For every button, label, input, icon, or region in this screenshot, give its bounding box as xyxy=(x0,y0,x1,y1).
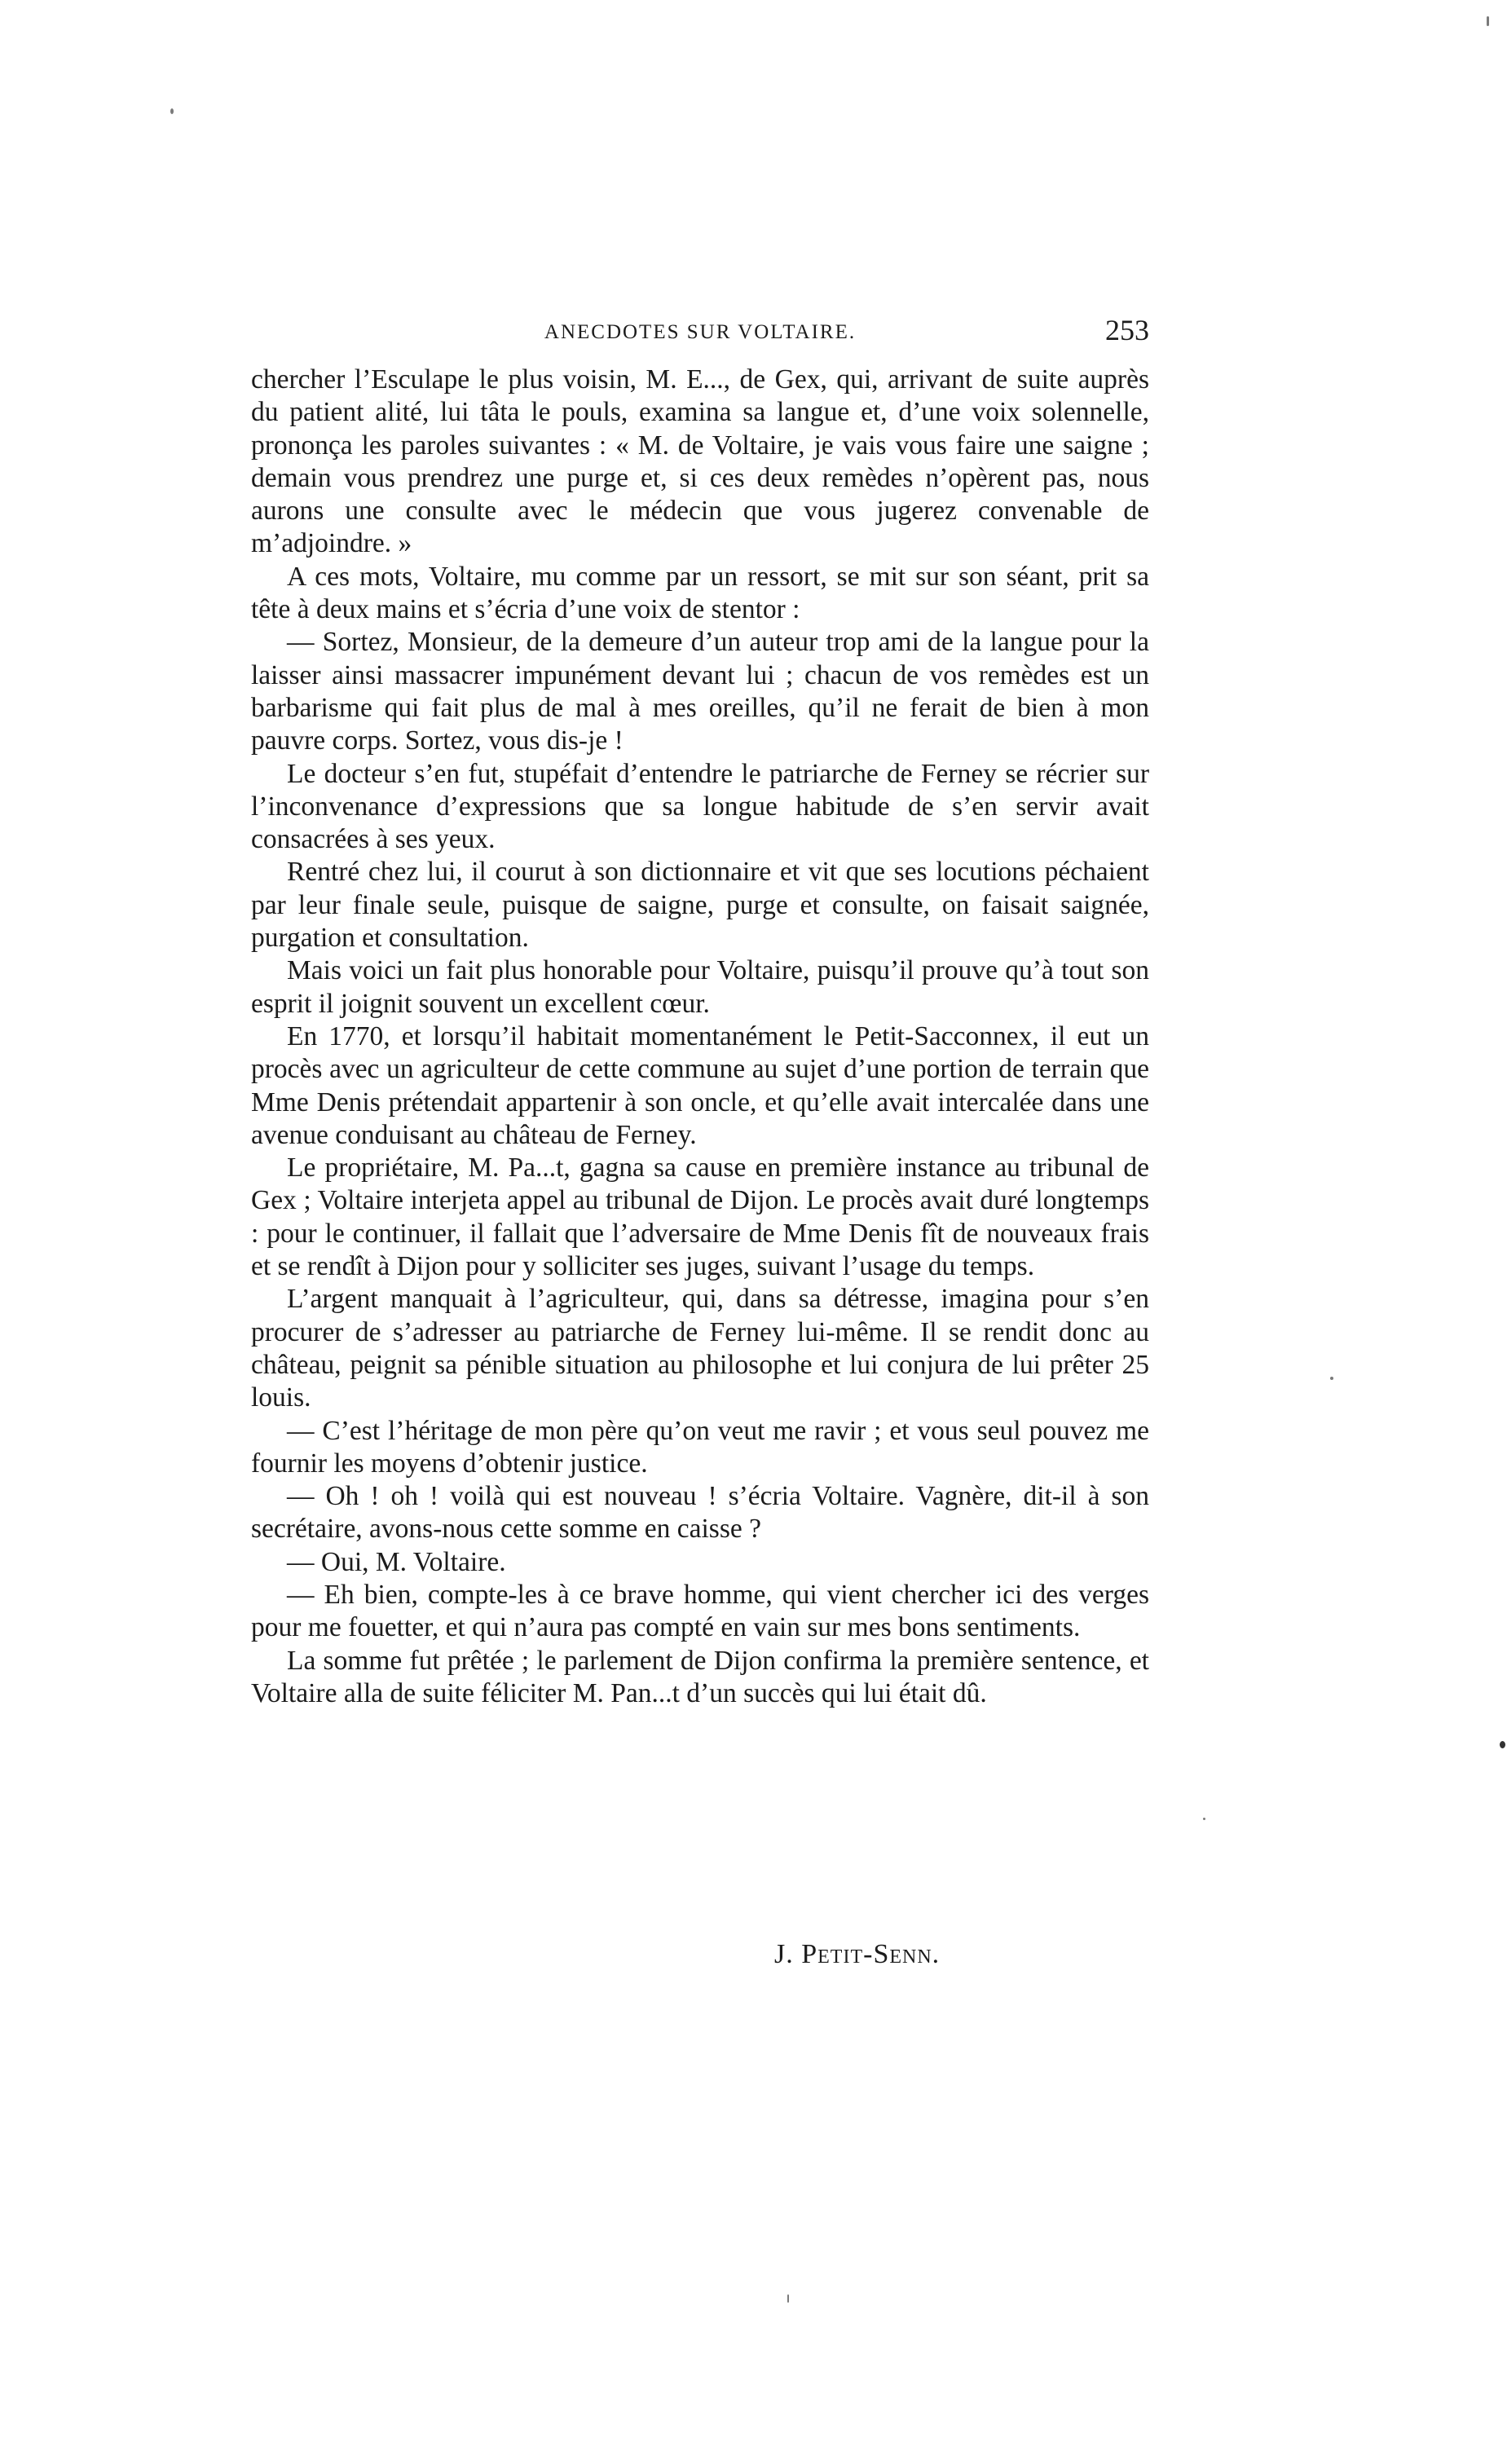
scan-speck xyxy=(1330,1377,1333,1380)
paragraph: — Sortez, Monsieur, de la demeure d’un auteur trop ami de la langue pour la laisser ainsi massacrer impunément devant lui ; chacun de vos remèdes est un barbarisme qui fait plus de mal à mes oreilles, qu’il ne ferait de bien à mon pauvre corps. Sortez, vous dis-je ! xyxy=(251,627,1149,756)
paragraph: Le docteur s’en fut, stupéfait d’entendre le patriarche de Ferney se récrier sur l’inconvenance d’expressions que sa longue habitude de s’en servir avait consacrées à ses yeux. xyxy=(251,758,1149,855)
paragraph: Mais voici un fait plus honorable pour Voltaire, puisqu’il prouve qu’à tout son esprit il joignit souvent un excellent cœur. xyxy=(251,955,1149,1019)
paragraph: La somme fut prêtée ; le parlement de Dijon confirma la première sentence, et Voltaire alla de suite féliciter M. Pan...t d’un succès qui lui était dû. xyxy=(251,1645,1149,1708)
scan-speck xyxy=(787,2294,789,2303)
author-signature xyxy=(774,1939,940,1970)
paragraph: A ces mots, Voltaire, mu comme par un ressort, se mit sur son séant, prit sa tête à deux mains et s’écria d’une voix de stentor : xyxy=(251,561,1149,625)
running-head xyxy=(251,313,1149,354)
scan-speck xyxy=(170,108,174,114)
dialogue-line: — Oui, M. Voltaire. xyxy=(287,1546,506,1577)
paragraph-continuation: chercher l’Esculape le plus voisin, M. E..., de Gex, qui, arrivant de suite auprès du patient alité, lui tâta le pouls, examina sa langue et, d’une voix solennelle, prononça les paroles suivantes : « M. de Voltaire, je vais vous faire une saigne ; demain vous prendrez une purge et, si ces deux remèdes n’opèrent pas, nous aurons une consulte avec le médecin que vous jugerez convenable de m’adjoindre. » xyxy=(251,364,1149,559)
dialogue-line: — Oh ! oh ! voilà qui est nouveau ! s’écria Voltaire. Vagnère, dit-il à son secrétaire, avons-nous cette somme en caisse ? xyxy=(251,1481,1149,1545)
signature-name: Petit-Senn. xyxy=(801,1939,941,1969)
dialogue-line: — Eh bien, compte-les à ce brave homme, qui vient chercher ici des verges pour me fouetter, et qui n’aura pas compté en vain sur mes bons sentiments. xyxy=(251,1579,1149,1643)
paragraph: Rentré chez lui, il courut à son dictionnaire et vit que ses locutions péchaient par leur finale seule, puisque de saigne, purge et consulte, on faisait saignée, purgation et consultation. xyxy=(251,857,1149,954)
page-number: 253 xyxy=(1105,314,1149,346)
dialogue-line: — C’est l’héritage de mon père qu’on veut me ravir ; et vous seul pouvez me fournir les moyens d’obtenir justice. xyxy=(251,1415,1149,1479)
paragraph: En 1770, et lorsqu’il habitait momentanément le Petit-Sacconnex, il eut un procès avec un agriculteur de cette commune au sujet d’une portion de terrain que Mme Denis prétendait appartenir à son oncle, et qu’elle avait intercalée dans une avenue conduisant au château de Ferney. xyxy=(251,1020,1149,1150)
paragraph: Le propriétaire, M. Pa...t, gagna sa cause en première instance au tribunal de Gex ; Voltaire interjeta appel au tribunal de Dijon. Le procès avait duré longtemps : pour le continuer, il fallait que l’adversaire de Mme Denis fît de nouveaux frais et se rendît à Dijon pour y solliciter ses juges, suivant l’usage du temps. xyxy=(251,1153,1149,1282)
scan-speck xyxy=(1487,16,1489,26)
paragraph: L’argent manquait à l’agriculteur, qui, dans sa détresse, imagina pour s’en procurer de s’adresser au patriarche de Ferney lui-même. Il se rendit donc au château, peignit sa pénible situation au philosophe et lui conjura de lui prêter 25 louis. xyxy=(251,1284,1149,1413)
body-text xyxy=(251,364,1149,1710)
running-title: ANECDOTES SUR VOLTAIRE. xyxy=(544,321,857,343)
signature-initial: J. xyxy=(774,1939,794,1969)
scan-speck xyxy=(1203,1818,1205,1820)
scan-speck xyxy=(1500,1741,1505,1748)
